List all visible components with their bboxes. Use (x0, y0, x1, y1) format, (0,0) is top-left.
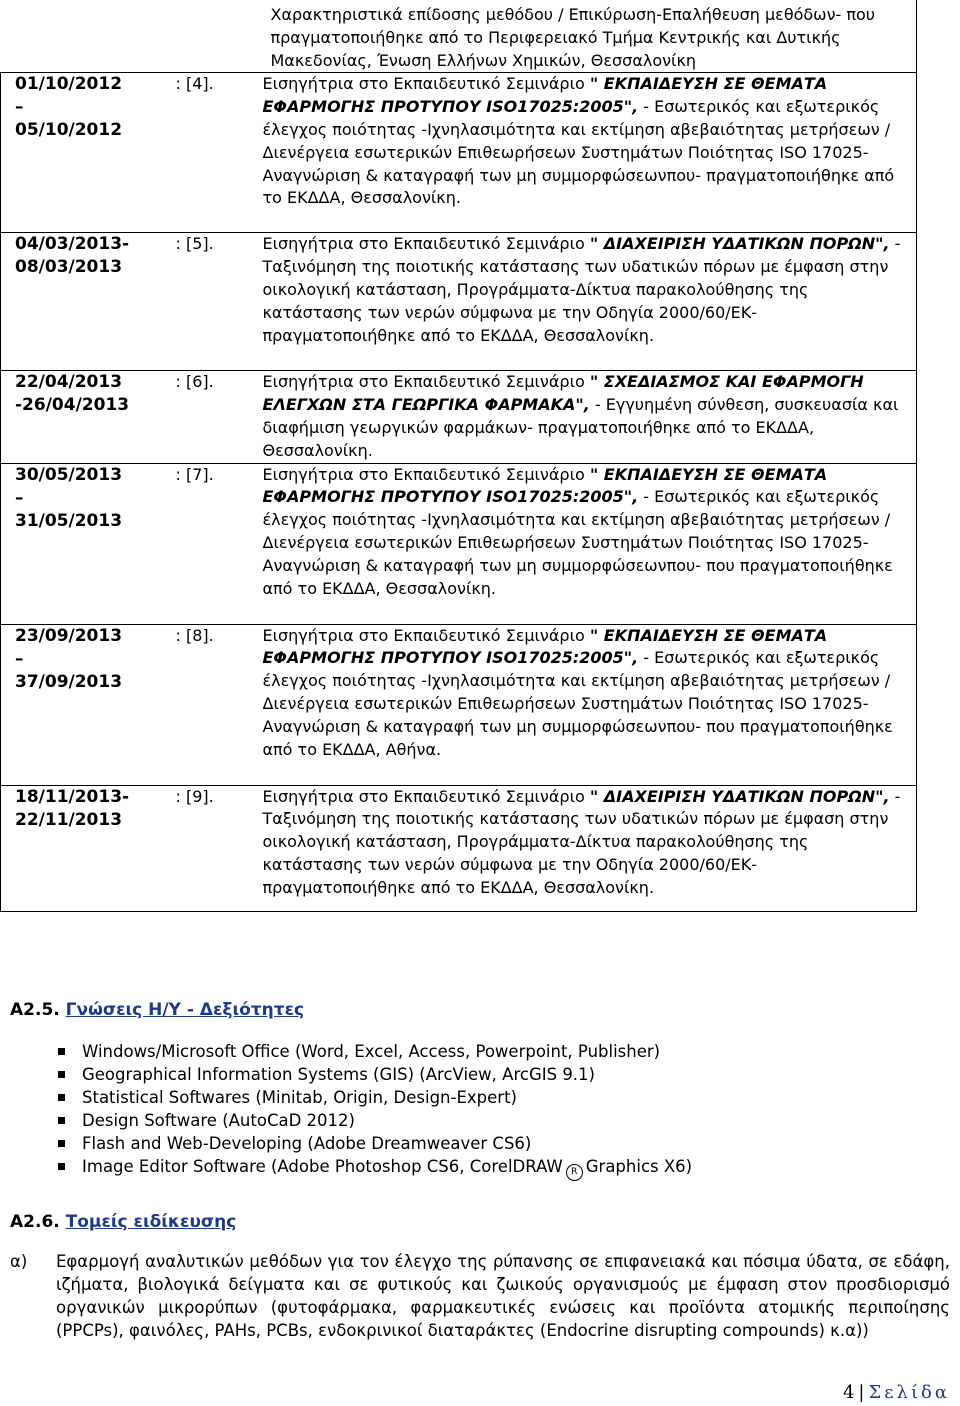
seminar-row (1, 233, 917, 371)
page-footer (843, 1382, 950, 1403)
skill-item (58, 1086, 692, 1109)
seminar-desc-cell (168, 463, 917, 624)
skills-heading (10, 1000, 304, 1020)
seminar-lead: Εισηγήτρια στο Εκπαιδευτικό Σεμινάριο (262, 372, 590, 392)
skills-list (58, 1040, 692, 1181)
skill-item (58, 1155, 692, 1181)
seminar-date-cell (1, 624, 168, 785)
specialty-marker: α) (10, 1252, 28, 1271)
seminar-details: - Εγγυημένη σύνθεση, συσκευασία και διαφήμιση γεωργικών φαρμάκων- πραγματοποιήθηκε από το ΕΚΔΔΑ, Θεσσαλονίκη. (262, 395, 899, 460)
specialty-item (10, 1250, 950, 1342)
seminar-body (263, 786, 909, 900)
seminar-body (263, 233, 909, 347)
seminar-lead: Εισηγήτρια στο Εκπαιδευτικό Σεμινάριο (262, 74, 590, 94)
seminar-description (168, 464, 917, 601)
registered-mark-icon: R (566, 1164, 583, 1181)
seminar-details: - Εσωτερικός και εξωτερικός έλεγχος ποιότητας -Ιχνηλασιμότητα και εκτίμηση αβεβαιότητας μετρήσεων / Διενέργεια εσωτερικών Επιθεωρήσεων Συστημάτων Ποιότητας ISO 17025-Αναγνώριση & καταγραφή των μη συμμορφώσεωνπου- που πραγματοποιήθηκε από το ΕΚΔΔΑ, Θεσσαλονίκη. (262, 487, 893, 598)
seminar-body (263, 625, 909, 762)
seminar-details: - Ταξινόμηση της ποιοτικής κατάστασης των υδατικών πόρων με έμφαση στην οικολογική κατάσταση, Προγράμματα-Δίκτυα παρακολούθησης της κατάστασης των νερών σύμφωνα με την Οδηγία 2000/60/ΕΚ- πραγματοποιήθηκε από το ΕΚΔΔΑ, Θεσσαλονίκη. (262, 786, 901, 897)
square-bullet-icon (58, 1071, 65, 1078)
intro-date-cell (1, 0, 168, 73)
skill-item (58, 1132, 692, 1155)
seminar-description (168, 625, 917, 762)
seminar-row (1, 371, 917, 463)
seminar-title: " ΕΚΠΑΙΔΕΥΣΗ ΣΕ ΘΕΜΑΤΑ ΕΦΑΡΜΟΓΗΣ ΠΡΟΤΥΠΟΥ ISO17025:2005", (262, 74, 828, 117)
seminar-desc-cell (168, 371, 917, 463)
skill-text: Flash and Web-Developing (Adobe Dreamweaver CS6) (82, 1134, 532, 1153)
seminar-title: " ΕΚΠΑΙΔΕΥΣΗ ΣΕ ΘΕΜΑΤΑ ΕΦΑΡΜΟΓΗΣ ΠΡΟΤΥΠΟΥ ISO17025:2005", (262, 464, 828, 507)
square-bullet-icon (58, 1117, 65, 1124)
skill-item (58, 1109, 692, 1132)
seminar-desc-cell (168, 233, 917, 371)
seminar-date: 30/05/2013 – 31/05/2013 (15, 464, 123, 531)
seminar-description (168, 371, 917, 462)
seminar-ref-label: : [6]. (175, 372, 214, 392)
seminar-row (1, 785, 917, 911)
intro-row (1, 0, 917, 73)
skill-text: Windows/Microsoft Office (Word, Excel, Access, Powerpoint, Publisher) (82, 1042, 661, 1061)
seminar-date: 22/04/2013 -26/04/2013 (15, 372, 130, 416)
seminar-row (1, 463, 917, 624)
seminar-date: 18/11/2013- 22/11/2013 (15, 786, 130, 830)
square-bullet-icon (58, 1140, 65, 1147)
seminar-title: " ΣΧΕΔΙΑΣΜΟΣ ΚΑΙ ΕΦΑΡΜΟΓΗ ΕΛΕΓΧΩΝ ΣΤΑ ΓΕΩΡΓΙΚΑ ΦΑΡΜΑΚΑ", (262, 372, 864, 415)
seminar-date-cell (1, 233, 168, 371)
seminar-date: 23/09/2013 – 37/09/2013 (15, 625, 123, 692)
seminar-title: " ΔΙΑΧΕΙΡΙΣΗ ΥΔΑΤΙΚΩΝ ΠΟΡΩΝ", (589, 786, 890, 806)
seminar-ref-label: : [4]. (175, 74, 214, 94)
seminar-details: - Ταξινόμηση της ποιοτικής κατάστασης των υδατικών πόρων με έμφαση στην οικολογική κατάσταση, Προγράμματα-Δίκτυα παρακολούθησης της κατάστασης των νερών σύμφωνα με την Οδηγία 2000/60/ΕΚ- πραγματοποιήθηκε από το ΕΚΔΔΑ, Θεσσαλονίκη. (262, 234, 901, 345)
specialties-heading (10, 1212, 236, 1232)
seminar-description (168, 73, 917, 210)
seminar-details: - Εσωτερικός και εξωτερικός έλεγχος ποιότητας -Ιχνηλασιμότητα και εκτίμηση αβεβαιότητας μετρήσεων / Διενέργεια εσωτερικών Επιθεωρήσεων Συστημάτων Ποιότητας ISO 17025-Αναγνώριση & καταγραφή των μη συμμορφώσεωνπου- πραγματοποιήθηκε από το ΕΚΔΔΑ, Θεσσαλονίκη. (262, 97, 895, 208)
seminar-body (263, 73, 909, 210)
seminar-date-cell (1, 371, 168, 463)
seminar-date: 01/10/2012 – 05/10/2012 (15, 74, 123, 141)
seminar-details: - Εσωτερικός και εξωτερικός έλεγχος ποιότητας -Ιχνηλασιμότητα και εκτίμηση αβεβαιότητας μετρήσεων / Διενέργεια εσωτερικών Επιθεωρήσεων Συστημάτων Ποιότητας ISO 17025-Αναγνώριση & καταγραφή των μη συμμορφώσεωνπου- που πραγματοποιήθηκε από το ΕΚΔΔΑ, Αθήνα. (262, 648, 893, 759)
seminar-date-cell (1, 73, 168, 233)
seminar-lead: Εισηγήτρια στο Εκπαιδευτικό Σεμινάριο (262, 786, 590, 806)
skill-item (58, 1040, 692, 1063)
square-bullet-icon (58, 1094, 65, 1101)
seminar-title: " ΔΙΑΧΕΙΡΙΣΗ ΥΔΑΤΙΚΩΝ ΠΟΡΩΝ", (589, 234, 890, 254)
seminar-date: 04/03/2013- 08/03/2013 (15, 234, 130, 278)
page-word: Σελίδα (868, 1382, 950, 1403)
specialties-heading-title: Τομείς ειδίκευσης (65, 1212, 237, 1232)
skill-text-suffix: Graphics X6) (585, 1157, 693, 1176)
skills-heading-title: Γνώσεις Η/Υ - Δεξιότητες (65, 1000, 305, 1020)
seminar-ref-label: : [7]. (175, 464, 214, 484)
intro-text: Χαρακτηριστικά επίδοσης μεθόδου / Επικύρωση-Επαλήθευση μεθόδων- που πραγματοποιήθηκε από το Περιφερειακό Τμήμα Κεντρικής και Δυτικής Μακεδονίας, Ένωση Ελλήνων Χημικών, Θεσσαλονίκη (270, 5, 876, 70)
skills-heading-number: A2.5. (10, 1000, 66, 1020)
seminar-ref-label: : [8]. (175, 625, 214, 645)
specialties-heading-number: A2.6. (10, 1212, 66, 1232)
seminar-desc-cell (168, 785, 917, 911)
seminar-description (168, 786, 917, 900)
skill-item (58, 1063, 692, 1086)
seminar-description (168, 233, 917, 347)
square-bullet-icon (58, 1048, 65, 1055)
seminar-lead: Εισηγήτρια στο Εκπαιδευτικό Σεμινάριο (262, 464, 590, 484)
skill-text: Design Software (AutoCaD 2012) (82, 1111, 355, 1130)
seminar-lead: Εισηγήτρια στο Εκπαιδευτικό Σεμινάριο (262, 234, 590, 254)
seminar-date-cell (1, 785, 168, 911)
seminar-desc-cell (168, 624, 917, 785)
skill-text: Statistical Softwares (Minitab, Origin, Design-Expert) (82, 1088, 517, 1107)
intro-desc-cell (168, 0, 917, 73)
seminar-row (1, 624, 917, 785)
seminar-row (1, 73, 917, 233)
skill-text: Image Editor Software (Adobe Photoshop CS6, CorelDRAW (82, 1157, 563, 1176)
seminar-lead: Εισηγήτρια στο Εκπαιδευτικό Σεμινάριο (262, 625, 590, 645)
page-separator: | (858, 1382, 865, 1403)
specialty-text: Εφαρμογή αναλυτικών μεθόδων για τον έλεγχο της ρύπανσης σε επιφανειακά και πόσιμα ύδατα, σε εδάφη, ιζήματα, βιολογικά δείγματα και σε φυτικούς και ζωικούς οργανισμούς με έμφαση στον προσδιορισμό οργανικών μικρορύπων (φυτοφάρμακα, φαρμακευτικές ενώσεις και προϊόντα ατομικής περιποίησης (PPCPs), φαινόλες, PAHs, PCBs, ενδοκρινικοί διαταράκτες (Endocrine disrupting compounds) κ.α)) (56, 1252, 950, 1340)
seminar-date-cell (1, 463, 168, 624)
seminar-title: " ΕΚΠΑΙΔΕΥΣΗ ΣΕ ΘΕΜΑΤΑ ΕΦΑΡΜΟΓΗΣ ΠΡΟΤΥΠΟΥ ISO17025:2005", (262, 625, 828, 668)
seminar-ref-label: : [9]. (175, 786, 214, 806)
seminar-ref-label: : [5]. (175, 234, 214, 254)
page-number: 4 (842, 1382, 855, 1403)
seminars-table-body (1, 0, 917, 911)
seminar-desc-cell (168, 73, 917, 233)
square-bullet-icon (58, 1163, 65, 1170)
skill-text: Geographical Information Systems (GIS) (ArcView, ArcGIS 9.1) (82, 1065, 595, 1084)
seminar-body (263, 464, 909, 601)
seminar-body (263, 371, 909, 462)
